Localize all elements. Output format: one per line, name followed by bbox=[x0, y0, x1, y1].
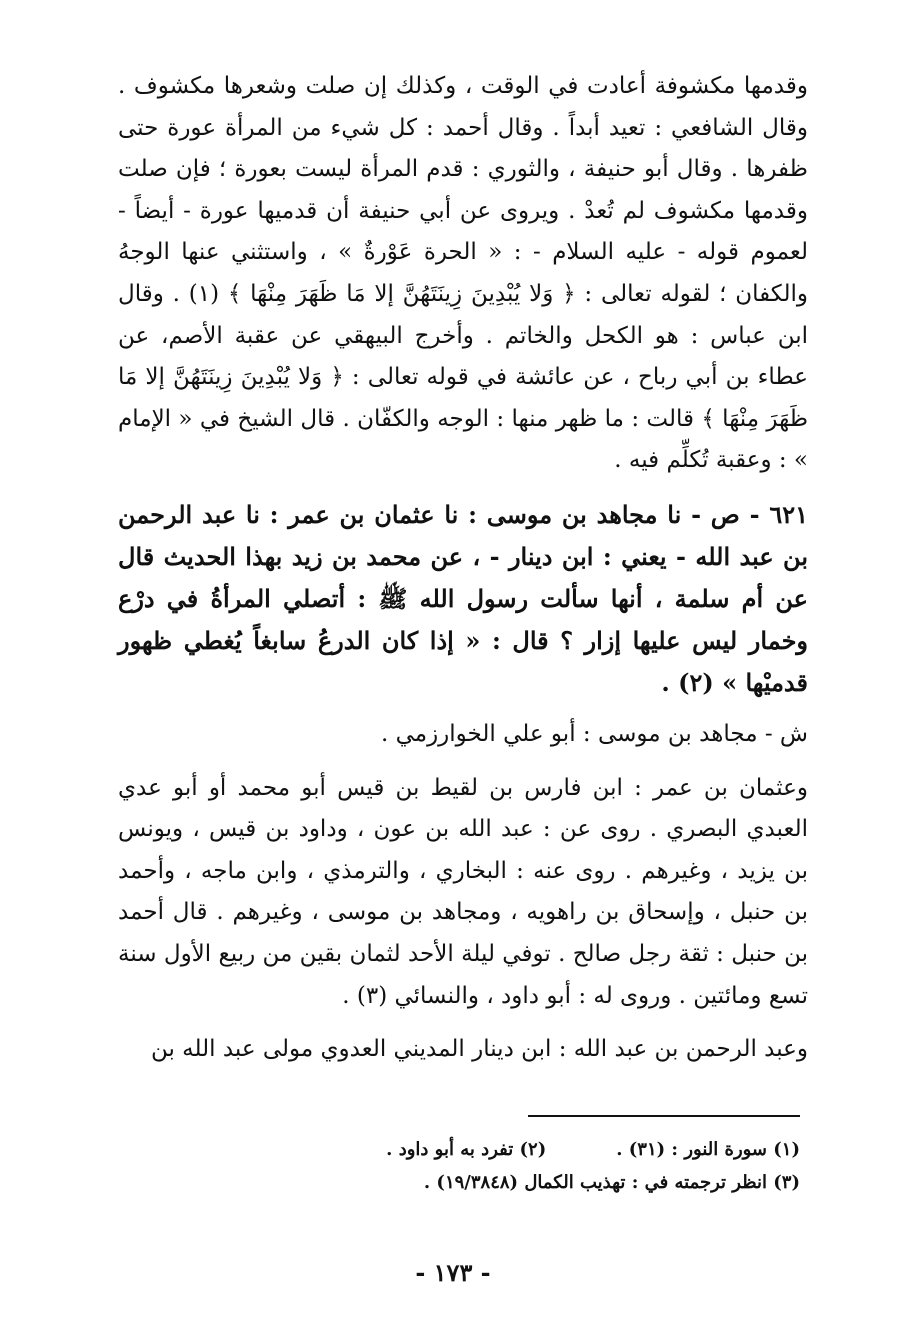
page-number: - ١٧٣ - bbox=[415, 1258, 491, 1287]
footnotes bbox=[200, 1133, 800, 1199]
footnote-row-2 bbox=[200, 1166, 800, 1199]
sharh-paragraph: ش - مجاهد بن موسى : أبو علي الخوارزمي . bbox=[380, 720, 808, 747]
narrator-biography-paragraph-continued: وعبد الرحمن بن عبد الله : ابن دينار المديني العدوي مولى عبد الله بن bbox=[150, 1036, 808, 1063]
footnote-row-1 bbox=[200, 1133, 800, 1166]
commentary-paragraph: وقدمها مكشوفة أعادت في الوقت ، وكذلك إن صلت وشعرها مكشوف . وقال الشافعي : تعيد أبداً . وقال أحمد : كل شيء من المرأة عورة حتى ظفرها . وقال أبو حنيفة ، والثوري : قدم المرأة ليست بعورة ؛ فإن صلت وقدمها مكشوف لم تُعدْ . ويروى عن أبي حنيفة أن قدميها عورة - أيضاً - لعموم قوله - عليه السلام - : « الحرة عَوْرةٌ » ، واستثني عنها الوجهُ والكفان ؛ لقوله تعالى : ﴿ وَلا يُبْدِينَ زِينَتَهُنَّ إلا مَا ظَهَرَ مِنْهَا ﴾ (١) . وقال ابن عباس : هو الكحل والخاتم . وأخرج البيهقي عن عقبة الأصم، عن عطاء بن أبي رباح ، عن عائشة في قوله تعالى : ﴿ وَلا يُبْدِينَ زِينَتَهُنَّ إلا مَا ظَهَرَ مِنْهَا ﴾ قالت : ما ظهر منها : الوجه والكفّان . قال الشيخ في « الإمام » : وعقبة تُكلِّم فيه . bbox=[118, 73, 808, 474]
hadith-text-paragraph: ٦٢١ - ص - نا مجاهد بن موسى : نا عثمان بن عمر : نا عبد الرحمن بن عبد الله - يعني : ابن دينار - ، عن محمد بن زيد بهذا الحديث قال عن أم سلمة ، أنها سألت رسول الله ﷺ : أتصلي المرأةُ في درْع وخمار ليس عليها إزار ؟ قال : « إذا كان الدرعُ سابغاً يُغطي ظهور قدميْها » (٢) . bbox=[118, 499, 808, 697]
footnote-3: (٣) انظر ترجمته في : تهذيب الكمال (١٩/٣٨٤٨) . bbox=[423, 1172, 800, 1193]
footnote-1: (١) سورة النور : (٣١) . bbox=[616, 1139, 800, 1160]
main-text-block bbox=[118, 66, 808, 1071]
footnote-2: (٢) تفرد به أبو داود . bbox=[386, 1139, 547, 1160]
footnote-separator-line bbox=[528, 1115, 800, 1117]
narrator-biography-paragraph: وعثمان بن عمر : ابن فارس بن لقيط بن قيس أبو محمد أو أبو عدي العبدي البصري . روى عن : عبد الله بن عون ، وداود بن قيس ، ويونس بن يزيد ، وغيرهم . روى عنه : البخاري ، والترمذي ، وابن ماجه ، وأحمد بن حنبل ، وإسحاق بن راهويه ، ومجاهد بن موسى ، وغيرهم . قال أحمد بن حنبل : ثقة رجل صالح . توفي ليلة الأحد لثمان بقين من ربيع الأول سنة تسع ومائتين . وروى له : أبو داود ، والنسائي (٣) . bbox=[118, 774, 808, 1009]
